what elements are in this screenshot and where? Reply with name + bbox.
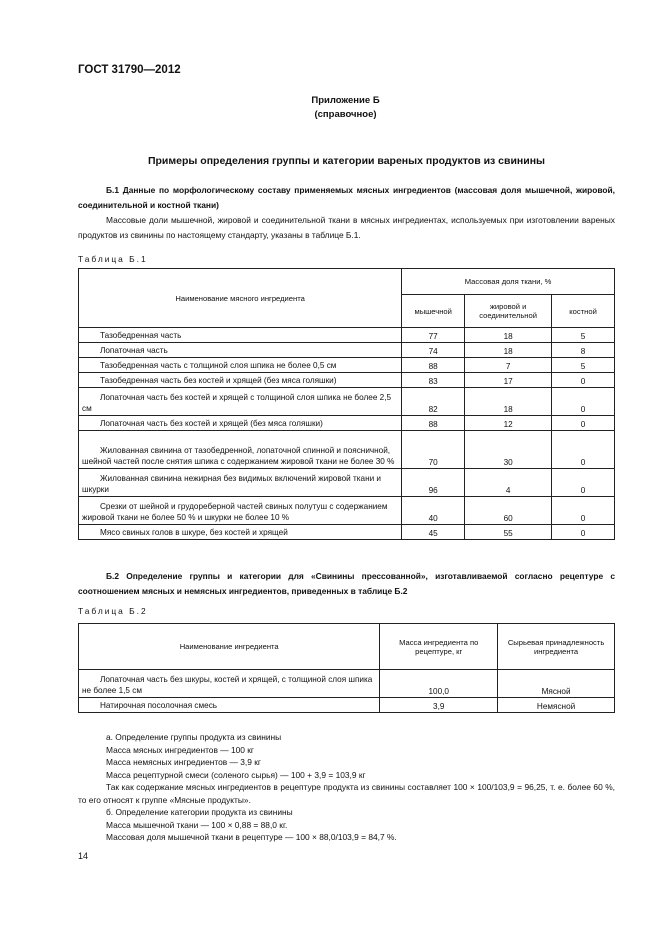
row-bone: 5 xyxy=(552,358,615,373)
row-muscle: 77 xyxy=(402,328,465,343)
row-muscle: 74 xyxy=(402,343,465,358)
row-muscle: 40 xyxy=(402,497,465,525)
calc-line: Масса мышечной ткани — 100 × 0,88 = 88,0 кг. xyxy=(106,819,288,830)
row-muscle: 70 xyxy=(402,431,465,469)
table-row xyxy=(79,358,615,373)
row-name: Лопаточная часть без шкуры, костей и хрящей, с толщиной слоя шпика не более 1,5 см xyxy=(79,670,380,698)
row-bone: 0 xyxy=(552,373,615,388)
table1-caption: Таблица Б.1 xyxy=(78,254,148,264)
annex-title: Приложение Б xyxy=(311,95,380,106)
table-row xyxy=(79,431,615,469)
section2-heading: Б.2 Определение группы и категории для «Свинины прессованной», изготавливаемой согласно рецептуре с соотношением мясных и немясных ингредиентов, приведенных в таблице Б.2 xyxy=(78,571,615,596)
row-muscle: 82 xyxy=(402,388,465,416)
table-row xyxy=(79,343,615,358)
row-bone: 5 xyxy=(552,328,615,343)
row-fat: 12 xyxy=(465,416,552,431)
table-row xyxy=(79,497,615,525)
row-mass: 100,0 xyxy=(380,670,498,698)
row-type: Мясной xyxy=(498,670,615,698)
row-bone: 0 xyxy=(552,525,615,540)
main-title: Примеры определения группы и категории вареных продуктов из свинины xyxy=(147,155,546,167)
row-name: Лопаточная часть без костей и хрящей (без мяса голяшки) xyxy=(79,416,402,431)
table-row xyxy=(79,469,615,497)
calc-line: Массовая доля мышечной ткани в рецептуре — 100 × 88,0/103,9 = 84,7 %. xyxy=(106,832,397,842)
table-row xyxy=(79,416,615,431)
row-name: Тазобедренная часть без костей и хрящей (без мяса голяшки) xyxy=(79,373,402,388)
row-name: Срезки от шейной и грудореберной частей свиных полутуш с содержанием жировой ткани не более 50 % и шкурки не более 10 % xyxy=(79,497,402,525)
table-row xyxy=(79,373,615,388)
table1-col-muscle: мышечной xyxy=(402,295,465,328)
row-fat: 30 xyxy=(465,431,552,469)
table2-col-name: Наименование ингредиента xyxy=(79,624,380,670)
row-bone: 0 xyxy=(552,469,615,497)
calc-line: Масса рецептурной смеси (соленого сырья) — 100 + 3,9 = 103,9 кг xyxy=(106,769,366,780)
row-name: Мясо свиных голов в шкуре, без костей и хрящей xyxy=(79,525,402,540)
row-muscle: 83 xyxy=(402,373,465,388)
calc-line: б. Определение категории продукта из свинины xyxy=(106,807,293,817)
table-row xyxy=(79,698,615,713)
row-fat: 60 xyxy=(465,497,552,525)
row-name: Тазобедренная часть с толщиной слоя шпика не более 0,5 см xyxy=(79,358,402,373)
annex-subtitle: (справочное) xyxy=(314,109,377,120)
row-fat: 4 xyxy=(465,469,552,497)
calc-line: Так как содержание мясных ингредиентов в рецептуре продукта из свинины составляет 100 × 100/103,9 = 96,25, т. е. более 60 %, то его относят к группе «Мясные продукты». xyxy=(78,782,615,805)
calculation-text xyxy=(78,731,615,844)
row-fat: 17 xyxy=(465,373,552,388)
row-fat: 18 xyxy=(465,388,552,416)
row-fat: 18 xyxy=(465,328,552,343)
table2-caption: Таблица Б.2 xyxy=(78,606,148,616)
section1-text: Массовые доли мышечной, жировой и соединительной ткани в мясных ингредиентах, используемых при изготовлении вареных продуктов из свинины по настоящему стандарту, указаны в таблице Б.1. xyxy=(78,215,615,240)
row-name: Тазобедренная часть xyxy=(79,328,402,343)
row-name: Лопаточная часть xyxy=(79,343,402,358)
table1-col-group: Массовая доля ткани, % xyxy=(402,269,615,295)
table-row xyxy=(79,670,615,698)
table1 xyxy=(78,268,615,540)
table2 xyxy=(78,623,615,713)
calc-line: а. Определение группы продукта из свинины xyxy=(106,732,282,742)
row-name: Жилованная свинина нежирная без видимых включений жировой ткани и шкурки xyxy=(79,469,402,497)
row-bone: 0 xyxy=(552,388,615,416)
row-name: Лопаточная часть без костей и хрящей с толщиной слоя шпика не более 2,5 см xyxy=(79,388,402,416)
row-type: Немясной xyxy=(498,698,615,713)
row-name: Жилованная свинина от тазобедренной, лопаточной спинной и поясничной, шейной частей после снятия шпика с содержанием жировой ткани не более 30 % xyxy=(79,431,402,469)
table1-col-bone: костной xyxy=(552,295,615,328)
section1-heading: Б.1 Данные по морфологическому составу применяемых мясных ингредиентов (массовая доля мышечной, жировой, соединительной и костной ткани) xyxy=(78,185,615,210)
row-fat: 18 xyxy=(465,343,552,358)
row-muscle: 45 xyxy=(402,525,465,540)
row-fat: 7 xyxy=(465,358,552,373)
table1-col-fat: жировой и соединительной xyxy=(465,295,552,328)
row-bone: 0 xyxy=(552,416,615,431)
row-name: Натирочная посолочная смесь xyxy=(79,698,380,713)
row-mass: 3,9 xyxy=(380,698,498,713)
document-id: ГОСТ 31790—2012 xyxy=(78,64,181,76)
table1-col-name: Наименование мясного ингредиента xyxy=(79,269,402,328)
table2-col-mass: Масса ингредиента по рецептуре, кг xyxy=(380,624,498,670)
row-fat: 55 xyxy=(465,525,552,540)
row-bone: 8 xyxy=(552,343,615,358)
table-row xyxy=(79,328,615,343)
row-muscle: 96 xyxy=(402,469,465,497)
calc-line: Масса немясных ингредиентов — 3,9 кг xyxy=(106,757,261,767)
row-muscle: 88 xyxy=(402,358,465,373)
row-muscle: 88 xyxy=(402,416,465,431)
page-number: 14 xyxy=(78,851,89,861)
table2-col-type: Сырьевая принадлежность ингредиента xyxy=(498,624,615,670)
row-bone: 0 xyxy=(552,497,615,525)
calc-line: Масса мясных ингредиентов — 100 кг xyxy=(106,744,254,755)
table-row xyxy=(79,388,615,416)
table-row xyxy=(79,525,615,540)
annex-heading xyxy=(0,94,661,122)
row-bone: 0 xyxy=(552,431,615,469)
